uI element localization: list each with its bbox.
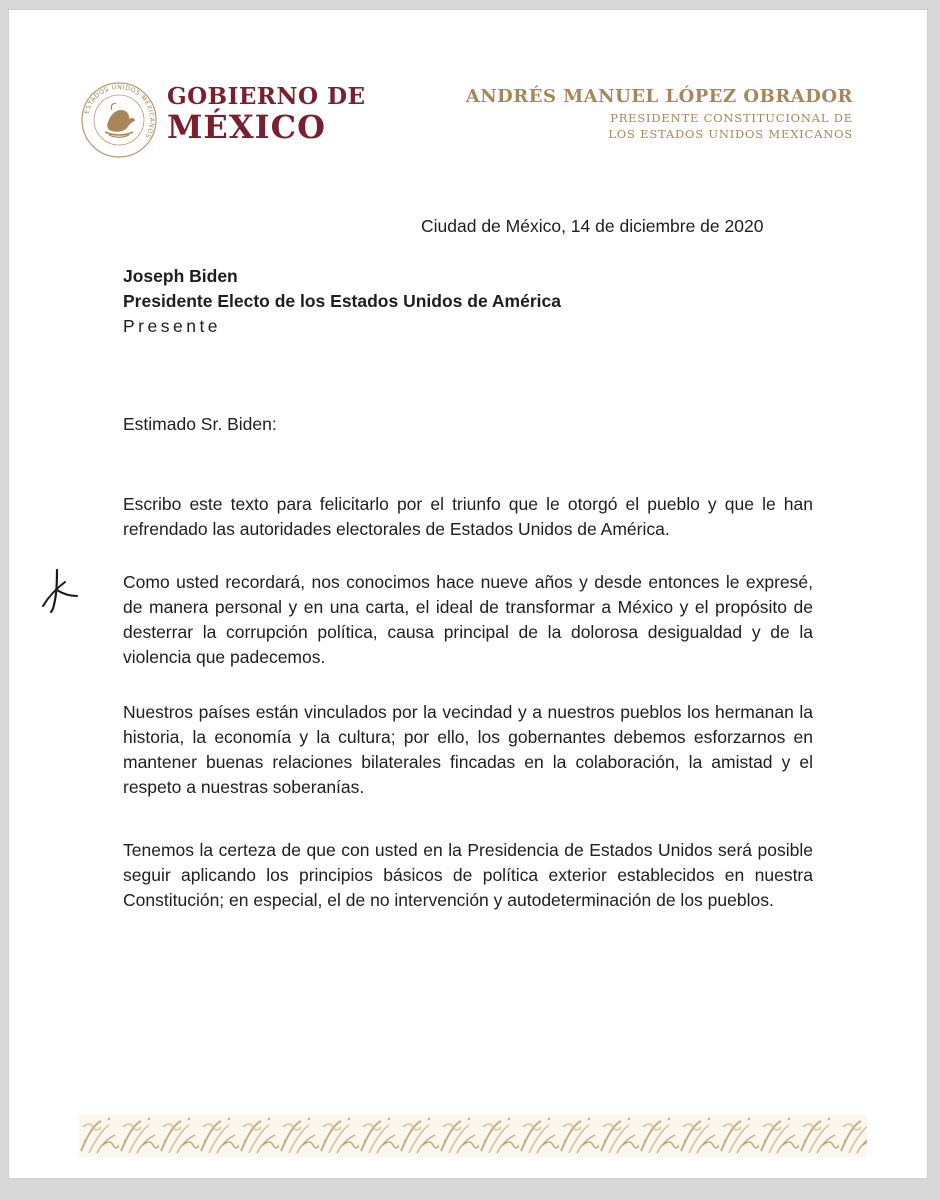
paragraph-1: Escribo este texto para felicitarlo por el triunfo que le otorgó el pueblo y que le han refrendado las autoridades electorales de Estados Unidos de América. [123, 494, 813, 539]
letter-date: Ciudad de México, 14 de diciembre de 2020 [421, 216, 764, 236]
president-name: ANDRÉS MANUEL LÓPEZ OBRADOR [465, 86, 853, 107]
coat-of-arms-seal-icon [79, 80, 159, 160]
handwritten-mark-icon [35, 566, 85, 616]
paragraph-3: Nuestros países están vinculados por la vecindad y a nuestros pueblos los hermanan la historia, la economía y la cultura; por ello, los gobernantes debemos esforzarnos en mantener buenas relaciones bilaterales fincadas en la colaboración, la amistad y el respeto a nuestras soberanías. [123, 702, 813, 797]
recipient-presente: Presente [123, 316, 222, 336]
recipient-name: Joseph Biden [123, 266, 238, 286]
president-letterhead [466, 86, 853, 142]
svg-text:ESTADOS UNIDOS MEXICANOS: ESTADOS UNIDOS MEXICANOS [83, 83, 156, 140]
paragraph-2: Como usted recordará, nos conocimos hace nueve años y desde entonces le expresé, de manera personal y en una carta, el ideal de transformar a México y el propósito de desterrar la corrupción política, causa principal de la dolorosa desigualdad y de la violencia que padecemos. [123, 572, 813, 667]
gov-line-1: GOBIERNO DE [167, 83, 366, 110]
paragraph-4: Tenemos la certeza de que con usted en la Presidencia de Estados Unidos será posible seguir aplicando los principios básicos de política exterior establecidos en nuestra Constitución; en especial, el de no intervención y autodeterminación de los pueblos. [123, 840, 813, 910]
decorative-footer-band [79, 1115, 867, 1157]
government-logo [167, 83, 366, 146]
gov-line-2: MÉXICO [167, 108, 326, 146]
salutation: Estimado Sr. Biden: [123, 414, 277, 434]
recipient-block [123, 264, 561, 339]
letter-page [9, 10, 927, 1178]
recipient-title: Presidente Electo de los Estados Unidos de América [123, 291, 561, 311]
president-title: PRESIDENTE CONSTITUCIONAL DE LOS ESTADOS UNIDOS MEXICANOS [608, 111, 853, 141]
